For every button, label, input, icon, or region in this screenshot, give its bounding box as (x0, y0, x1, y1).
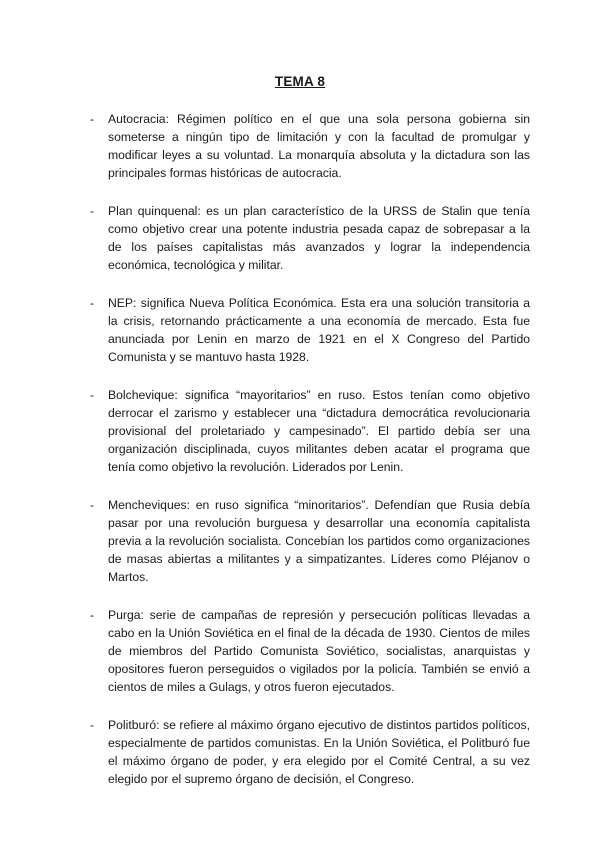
page-title: TEMA 8 (274, 74, 326, 89)
definition-mencheviques (90, 496, 530, 586)
list-dash: - (90, 204, 95, 218)
list-dash: - (90, 498, 95, 512)
definition-politburo (90, 716, 530, 788)
definition-text: Purga: serie de campañas de represión y persecución políticas llevadas a cabo en la Unión Soviética en el final de la década de 1930. Cientos de miles de miembros del Partido Comunista Soviético, socialistas, anarquistas y opositores fueron perseguidos o vigilados por la policía. También se envió a cientos de miles a Gulags, y otros fueron ejecutados. (108, 608, 530, 694)
definition-nep (90, 294, 530, 366)
definition-text: NEP: significa Nueva Política Económica. Esta era una solución transitoria a la crisis, retornando prácticamente a una economía de mercado. Esta fue anunciada por Lenin en marzo de 1921 en el X Congreso del Partido Comunista y se mantuvo hasta 1928. (108, 296, 530, 364)
definition-text: Autocracia: Régimen político en el que una sola persona gobierna sin someterse a ningún tipo de limitación y con la facultad de promulgar y modificar leyes a su voluntad. La monarquía absoluta y la dictadura son las principales formas históricas de autocracia. (108, 112, 530, 180)
list-dash: - (90, 296, 95, 310)
definition-autocracia (90, 110, 530, 182)
definition-plan-quinquenal (90, 202, 530, 274)
list-dash: - (90, 388, 95, 402)
definition-purga (90, 606, 530, 696)
list-dash: - (90, 608, 95, 622)
definition-text: Plan quinquenal: es un plan característico de la URSS de Stalin que tenía como objetivo crear una potente industria pesada capaz de sobrepasar a la de los países capitalistas más avanzados y lograr la independencia económica, tecnológica y militar. (108, 204, 530, 272)
definition-text: Politburó: se refiere al máximo órgano ejecutivo de distintos partidos políticos, especialmente de partidos comunistas. En la Unión Soviética, el Politburó fue el máximo órgano de poder, y era elegido por el Comité Central, a su vez elegido por el supremo órgano de decisión, el Congreso. (108, 718, 530, 786)
list-dash: - (90, 112, 95, 126)
definition-list (90, 110, 530, 808)
definition-bolchevique (90, 386, 530, 476)
list-dash: - (90, 718, 95, 732)
definition-text: Bolchevique: significa “mayoritarios” en ruso. Estos tenían como objetivo derrocar el zarismo y establecer una “dictadura democrática revolucionaria provisional del proletariado y campesinado”. El partido debía ser una organización disciplinada, cuyos militantes deben acatar el programa que tenía como objetivo la revolución. Liderados por Lenin. (108, 388, 530, 474)
definition-text: Mencheviques: en ruso significa “minoritarios”. Defendían que Rusia debía pasar por una revolución burguesa y desarrollar una economía capitalista previa a la revolución socialista. Concebían los partidos como organizaciones de masas abiertas a militantes y a simpatizantes. Líderes como Pléjanov o Martos. (108, 498, 530, 584)
